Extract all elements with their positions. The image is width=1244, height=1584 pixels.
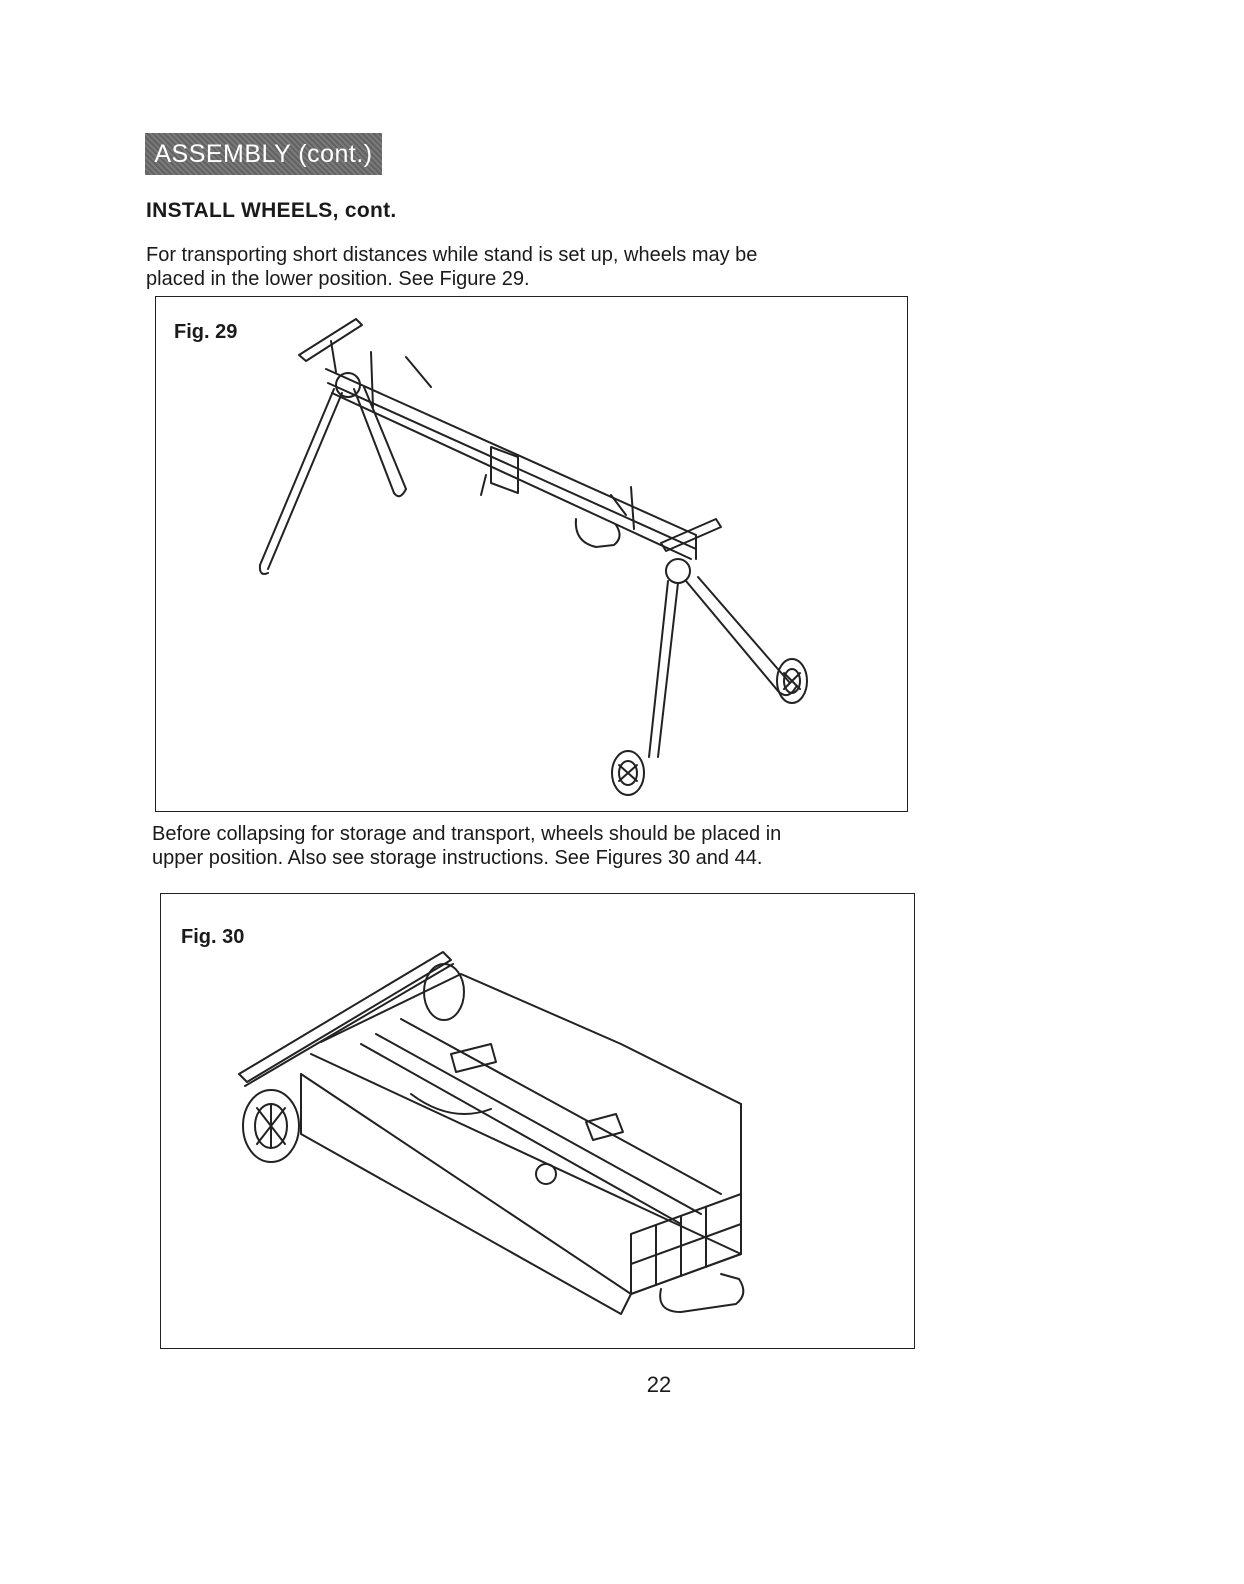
paragraph-1-line-2: placed in the lower position. See Figure 29. (146, 268, 530, 290)
instruction-paragraph-1 (146, 243, 757, 291)
section-banner: ASSEMBLY (cont.) (145, 133, 382, 175)
paragraph-2-line-1: Before collapsing for storage and transport, wheels should be placed in (152, 823, 782, 845)
instruction-paragraph-2 (152, 822, 781, 870)
figure-30-box (160, 893, 915, 1349)
miter-stand-wheels-lower-illustration (156, 297, 909, 813)
paragraph-2-line-2: upper position. Also see storage instructions. See Figures 30 and 44. (152, 847, 763, 869)
section-subheading: INSTALL WHEELS, cont. (146, 199, 397, 222)
figure-29-label: Fig. 29 (174, 321, 238, 343)
figure-30-label: Fig. 30 (181, 926, 245, 948)
page-number: 22 (646, 1372, 672, 1397)
paragraph-1-line-1: For transporting short distances while stand is set up, wheels may be (146, 244, 758, 266)
miter-stand-collapsed-illustration (161, 894, 916, 1350)
figure-29-box (155, 296, 908, 812)
